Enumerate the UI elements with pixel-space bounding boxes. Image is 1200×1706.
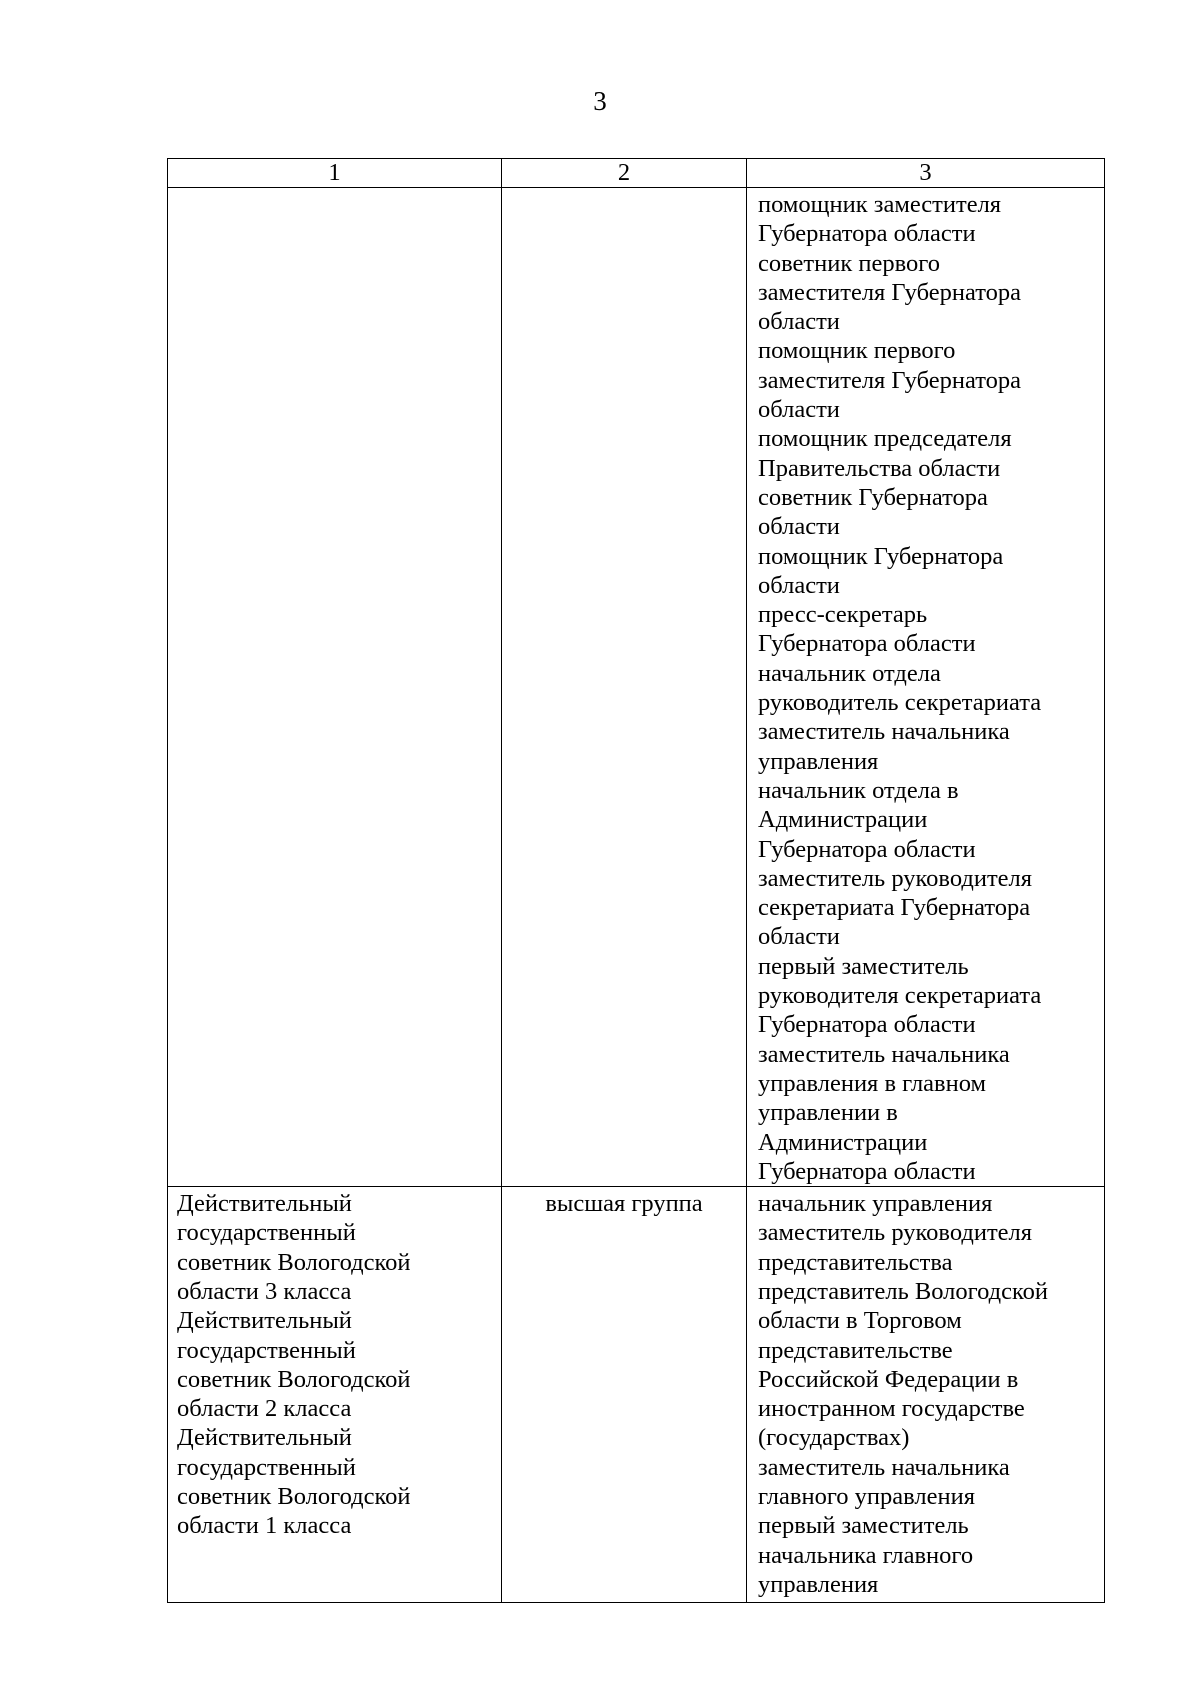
cell-text-line: секретариата Губернатора — [758, 894, 1031, 922]
cell-text-line: заместитель руководителя — [758, 864, 1033, 892]
cell-text-line: области 2 класса — [177, 1395, 352, 1423]
cell-text-line: Правительства области — [758, 454, 1001, 482]
cell-text-line: заместителя Губернатора — [758, 278, 1021, 306]
cell-text-line: области в Торговом — [758, 1307, 962, 1335]
header-cell-3: 3 — [747, 159, 1105, 188]
cell-text-line: представительстве — [758, 1336, 953, 1364]
cell-text-line: Губернатора области — [758, 835, 976, 863]
cell-text-line: области — [758, 396, 840, 424]
cell-text-line: области 1 класса — [177, 1512, 352, 1540]
cell-text-line: представительства — [758, 1248, 953, 1276]
cell-text-line: Губернатора области — [758, 630, 976, 658]
cell-text-line: советник первого — [758, 249, 940, 277]
cell-text-line: советник Вологодской — [177, 1248, 411, 1276]
cell-text-line: начальник отдела в — [758, 776, 959, 804]
cell-text-line: Российской Федерации в — [758, 1365, 1019, 1393]
cell-text-line: помощник первого — [758, 337, 956, 365]
cell-text-line: области — [758, 308, 840, 336]
cell-text-line: управления в главном — [758, 1069, 987, 1097]
cell-text-line: начальника главного — [758, 1541, 974, 1569]
cell-text-line: области 3 класса — [177, 1277, 352, 1305]
cell-text-line: начальник отдела — [758, 659, 941, 687]
cell-text-line: государственный — [177, 1453, 356, 1481]
cell-text-line: Действительный — [177, 1190, 352, 1218]
cell-text-line: Губернатора области — [758, 220, 976, 248]
table-row — [168, 188, 1105, 1187]
cell-text-line: управлении в — [758, 1099, 898, 1127]
cell-text-line: (государствах) — [758, 1424, 910, 1452]
cell-text-line: управления — [758, 747, 879, 775]
cell-text-line: заместителя Губернатора — [758, 366, 1021, 394]
cell-text-line: начальник управления — [758, 1190, 993, 1218]
cell-text-line: помощник председателя — [758, 425, 1012, 453]
cell-text-line: области — [758, 571, 840, 599]
cell-text-line: Губернатора области — [758, 1011, 976, 1039]
cell-text-line: Действительный — [177, 1307, 352, 1335]
cell-text-line: заместитель начальника — [758, 1453, 1010, 1481]
header-cell-2: 2 — [502, 159, 747, 188]
cell-text-line: Действительный — [177, 1424, 352, 1452]
cell-text-line: представитель Вологодской — [758, 1277, 1049, 1305]
cell-text-line: заместитель начальника — [758, 718, 1010, 746]
group-label: высшая группа — [545, 1190, 703, 1218]
cell-text-line: пресс-секретарь — [758, 601, 928, 629]
row1-col1-cell — [168, 188, 502, 1187]
row2-col1-cell — [168, 1187, 502, 1603]
cell-text-line: государственный — [177, 1219, 356, 1247]
cell-text-line: первый заместитель — [758, 1512, 969, 1540]
cell-text-line: государственный — [177, 1336, 356, 1364]
cell-text-line: советник Вологодской — [177, 1365, 411, 1393]
cell-text-line: главного управления — [758, 1483, 975, 1511]
cell-text-line: заместитель начальника — [758, 1040, 1010, 1068]
cell-text-line: управления — [758, 1570, 879, 1598]
cell-text-line: Администрации — [758, 1128, 928, 1156]
cell-text-line: помощник Губернатора — [758, 542, 1004, 570]
cell-text-line: советник Губернатора — [758, 483, 988, 511]
row2-col2-cell — [502, 1187, 747, 1603]
cell-text-line: иностранном государстве — [758, 1395, 1025, 1423]
cell-text-line: руководитель секретариата — [758, 689, 1042, 717]
cell-text-line: Губернатора области — [758, 1157, 976, 1185]
row1-col3-cell — [747, 188, 1105, 1187]
cell-text-line: помощник заместителя — [758, 191, 1002, 218]
cell-text-line: области — [758, 923, 840, 951]
table-row — [168, 1187, 1105, 1603]
cell-text-line: советник Вологодской — [177, 1483, 411, 1511]
cell-text-line: заместитель руководителя — [758, 1219, 1033, 1247]
header-cell-1: 1 — [168, 159, 502, 188]
positions-table — [167, 158, 1105, 1603]
page-number: 3 — [593, 86, 607, 116]
row2-col3-cell — [747, 1187, 1105, 1603]
cell-text-line: Администрации — [758, 806, 928, 834]
cell-text-line: области — [758, 513, 840, 541]
row1-col2-cell — [502, 188, 747, 1187]
table-header-row — [168, 159, 1105, 188]
cell-text-line: первый заместитель — [758, 952, 969, 980]
cell-text-line: руководителя секретариата — [758, 982, 1042, 1010]
